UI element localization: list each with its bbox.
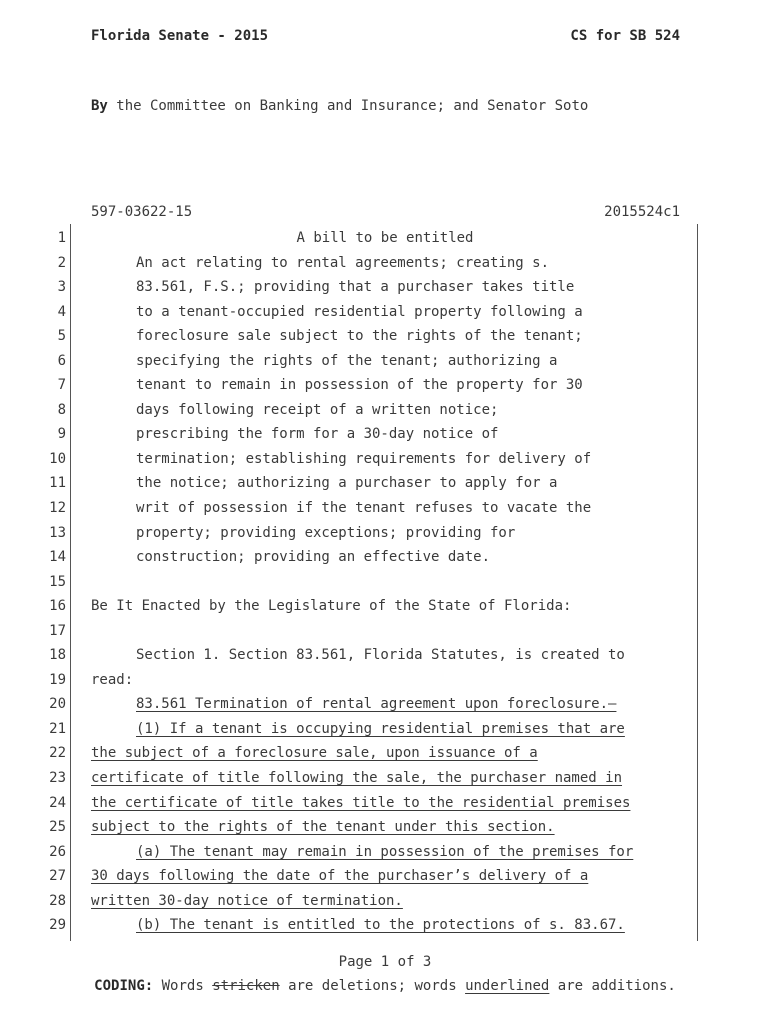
line-number: 5 <box>57 328 66 345</box>
bill-line <box>0 840 770 865</box>
line-number: 27 <box>49 868 66 885</box>
line-number: 16 <box>49 598 66 615</box>
line-text: 30 days following the date of the purchaser’s delivery of a <box>91 868 589 885</box>
bill-line <box>0 889 770 914</box>
line-text: prescribing the form for a 30-day notice of <box>136 426 499 443</box>
line-text: (a) The tenant may remain in possession of the premises for <box>136 843 634 860</box>
bill-line <box>0 471 770 496</box>
bill-text-lines <box>0 226 770 938</box>
line-number: 14 <box>49 549 66 566</box>
line-text: Section 1. Section 83.561, Florida Statutes, is created to <box>136 647 625 664</box>
coding-end: are additions. <box>549 978 676 994</box>
line-text: subject to the rights of the tenant under this section. <box>91 819 555 836</box>
bill-line <box>0 619 770 644</box>
line-text: property; providing exceptions; providing for <box>136 524 516 541</box>
bill-line <box>0 300 770 325</box>
line-number: 28 <box>49 892 66 909</box>
bill-line <box>0 275 770 300</box>
line-text: Be It Enacted by the Legislature of the State of Florida: <box>91 598 572 615</box>
line-number: 6 <box>57 352 66 369</box>
bill-line <box>0 766 770 791</box>
line-text: certificate of title following the sale, the purchaser named in <box>91 770 623 787</box>
bill-line <box>0 349 770 374</box>
line-number: 8 <box>57 401 66 418</box>
line-text: writ of possession if the tenant refuses to vacate the <box>136 500 592 517</box>
line-number: 23 <box>49 770 66 787</box>
bill-line <box>0 373 770 398</box>
bill-line <box>0 496 770 521</box>
line-text: the certificate of title takes title to the residential premises <box>91 794 631 811</box>
line-number: 21 <box>49 720 66 737</box>
line-number: 7 <box>57 377 66 394</box>
line-text: written 30-day notice of termination. <box>91 892 403 909</box>
line-text: days following receipt of a written notice; <box>136 401 499 418</box>
line-number: 19 <box>49 671 66 688</box>
bill-line <box>0 570 770 595</box>
page-number: Page 1 of 3 <box>338 954 432 970</box>
document-header-left: Florida Senate - 2015 <box>91 28 269 44</box>
line-number: 24 <box>49 794 66 811</box>
byline-by: By <box>91 98 108 114</box>
line-text: A bill to be entitled <box>296 230 474 246</box>
coding-words: Words <box>153 978 213 994</box>
line-text: the notice; authorizing a purchaser to apply for a <box>136 475 558 492</box>
line-text: 83.561, F.S.; providing that a purchaser takes title <box>136 279 575 296</box>
coding-label: CODING: <box>94 978 154 994</box>
line-text: construction; providing an effective date. <box>136 549 491 566</box>
line-text: 83.561 Termination of rental agreement upon foreclosure.— <box>136 696 617 713</box>
bill-line <box>0 717 770 742</box>
line-text: tenant to remain in possession of the property for 30 <box>136 377 583 394</box>
coding-legend <box>0 978 770 994</box>
line-number: 4 <box>57 303 66 320</box>
bill-line <box>0 791 770 816</box>
bill-line <box>0 251 770 276</box>
byline-text: the Committee on Banking and Insurance; and Senator Soto <box>107 98 589 114</box>
line-number: 26 <box>49 843 66 860</box>
line-text: (1) If a tenant is occupying residential premises that are <box>136 720 625 737</box>
line-number: 22 <box>49 745 66 762</box>
line-number: 18 <box>49 647 66 664</box>
line-text: An act relating to rental agreements; creating s. <box>136 254 550 271</box>
bill-line <box>0 741 770 766</box>
bill-line <box>0 398 770 423</box>
line-text: termination; establishing requirements for delivery of <box>136 450 592 467</box>
bill-line <box>0 815 770 840</box>
coding-underlined-example: underlined <box>465 978 550 994</box>
line-number: 3 <box>57 279 66 296</box>
line-number: 9 <box>57 426 66 443</box>
sponsor-byline <box>91 98 588 114</box>
line-text: to a tenant-occupied residential property following a <box>136 303 583 320</box>
document-header-right: CS for SB 524 <box>570 28 680 44</box>
bill-line <box>0 422 770 447</box>
line-text: read: <box>91 671 134 688</box>
coding-mid: are deletions; words <box>279 978 466 994</box>
bill-line <box>0 226 770 251</box>
line-text: specifying the rights of the tenant; authorizing a <box>136 352 558 369</box>
bill-line <box>0 521 770 546</box>
line-number: 12 <box>49 500 66 517</box>
bill-line <box>0 447 770 472</box>
line-number: 17 <box>49 622 66 639</box>
line-number: 29 <box>49 917 66 934</box>
line-text: foreclosure sale subject to the rights of the tenant; <box>136 328 583 345</box>
bill-line <box>0 594 770 619</box>
bill-line <box>0 324 770 349</box>
line-number: 11 <box>49 475 66 492</box>
bill-line <box>0 692 770 717</box>
line-text: the subject of a foreclosure sale, upon issuance of a <box>91 745 538 762</box>
bill-line <box>0 913 770 938</box>
line-number: 10 <box>49 450 66 467</box>
line-number: 1 <box>57 230 66 246</box>
bill-line <box>0 668 770 693</box>
bill-version-code: 2015524c1 <box>604 204 680 220</box>
line-text: (b) The tenant is entitled to the protections of s. 83.67. <box>136 917 625 934</box>
line-number: 20 <box>49 696 66 713</box>
line-number: 15 <box>49 573 66 590</box>
line-number: 13 <box>49 524 66 541</box>
line-number: 25 <box>49 819 66 836</box>
line-number: 2 <box>57 254 66 271</box>
bill-line <box>0 864 770 889</box>
coding-stricken-example: stricken <box>212 978 280 994</box>
bill-line <box>0 643 770 668</box>
bill-line <box>0 545 770 570</box>
bill-draft-code: 597-03622-15 <box>91 204 193 220</box>
